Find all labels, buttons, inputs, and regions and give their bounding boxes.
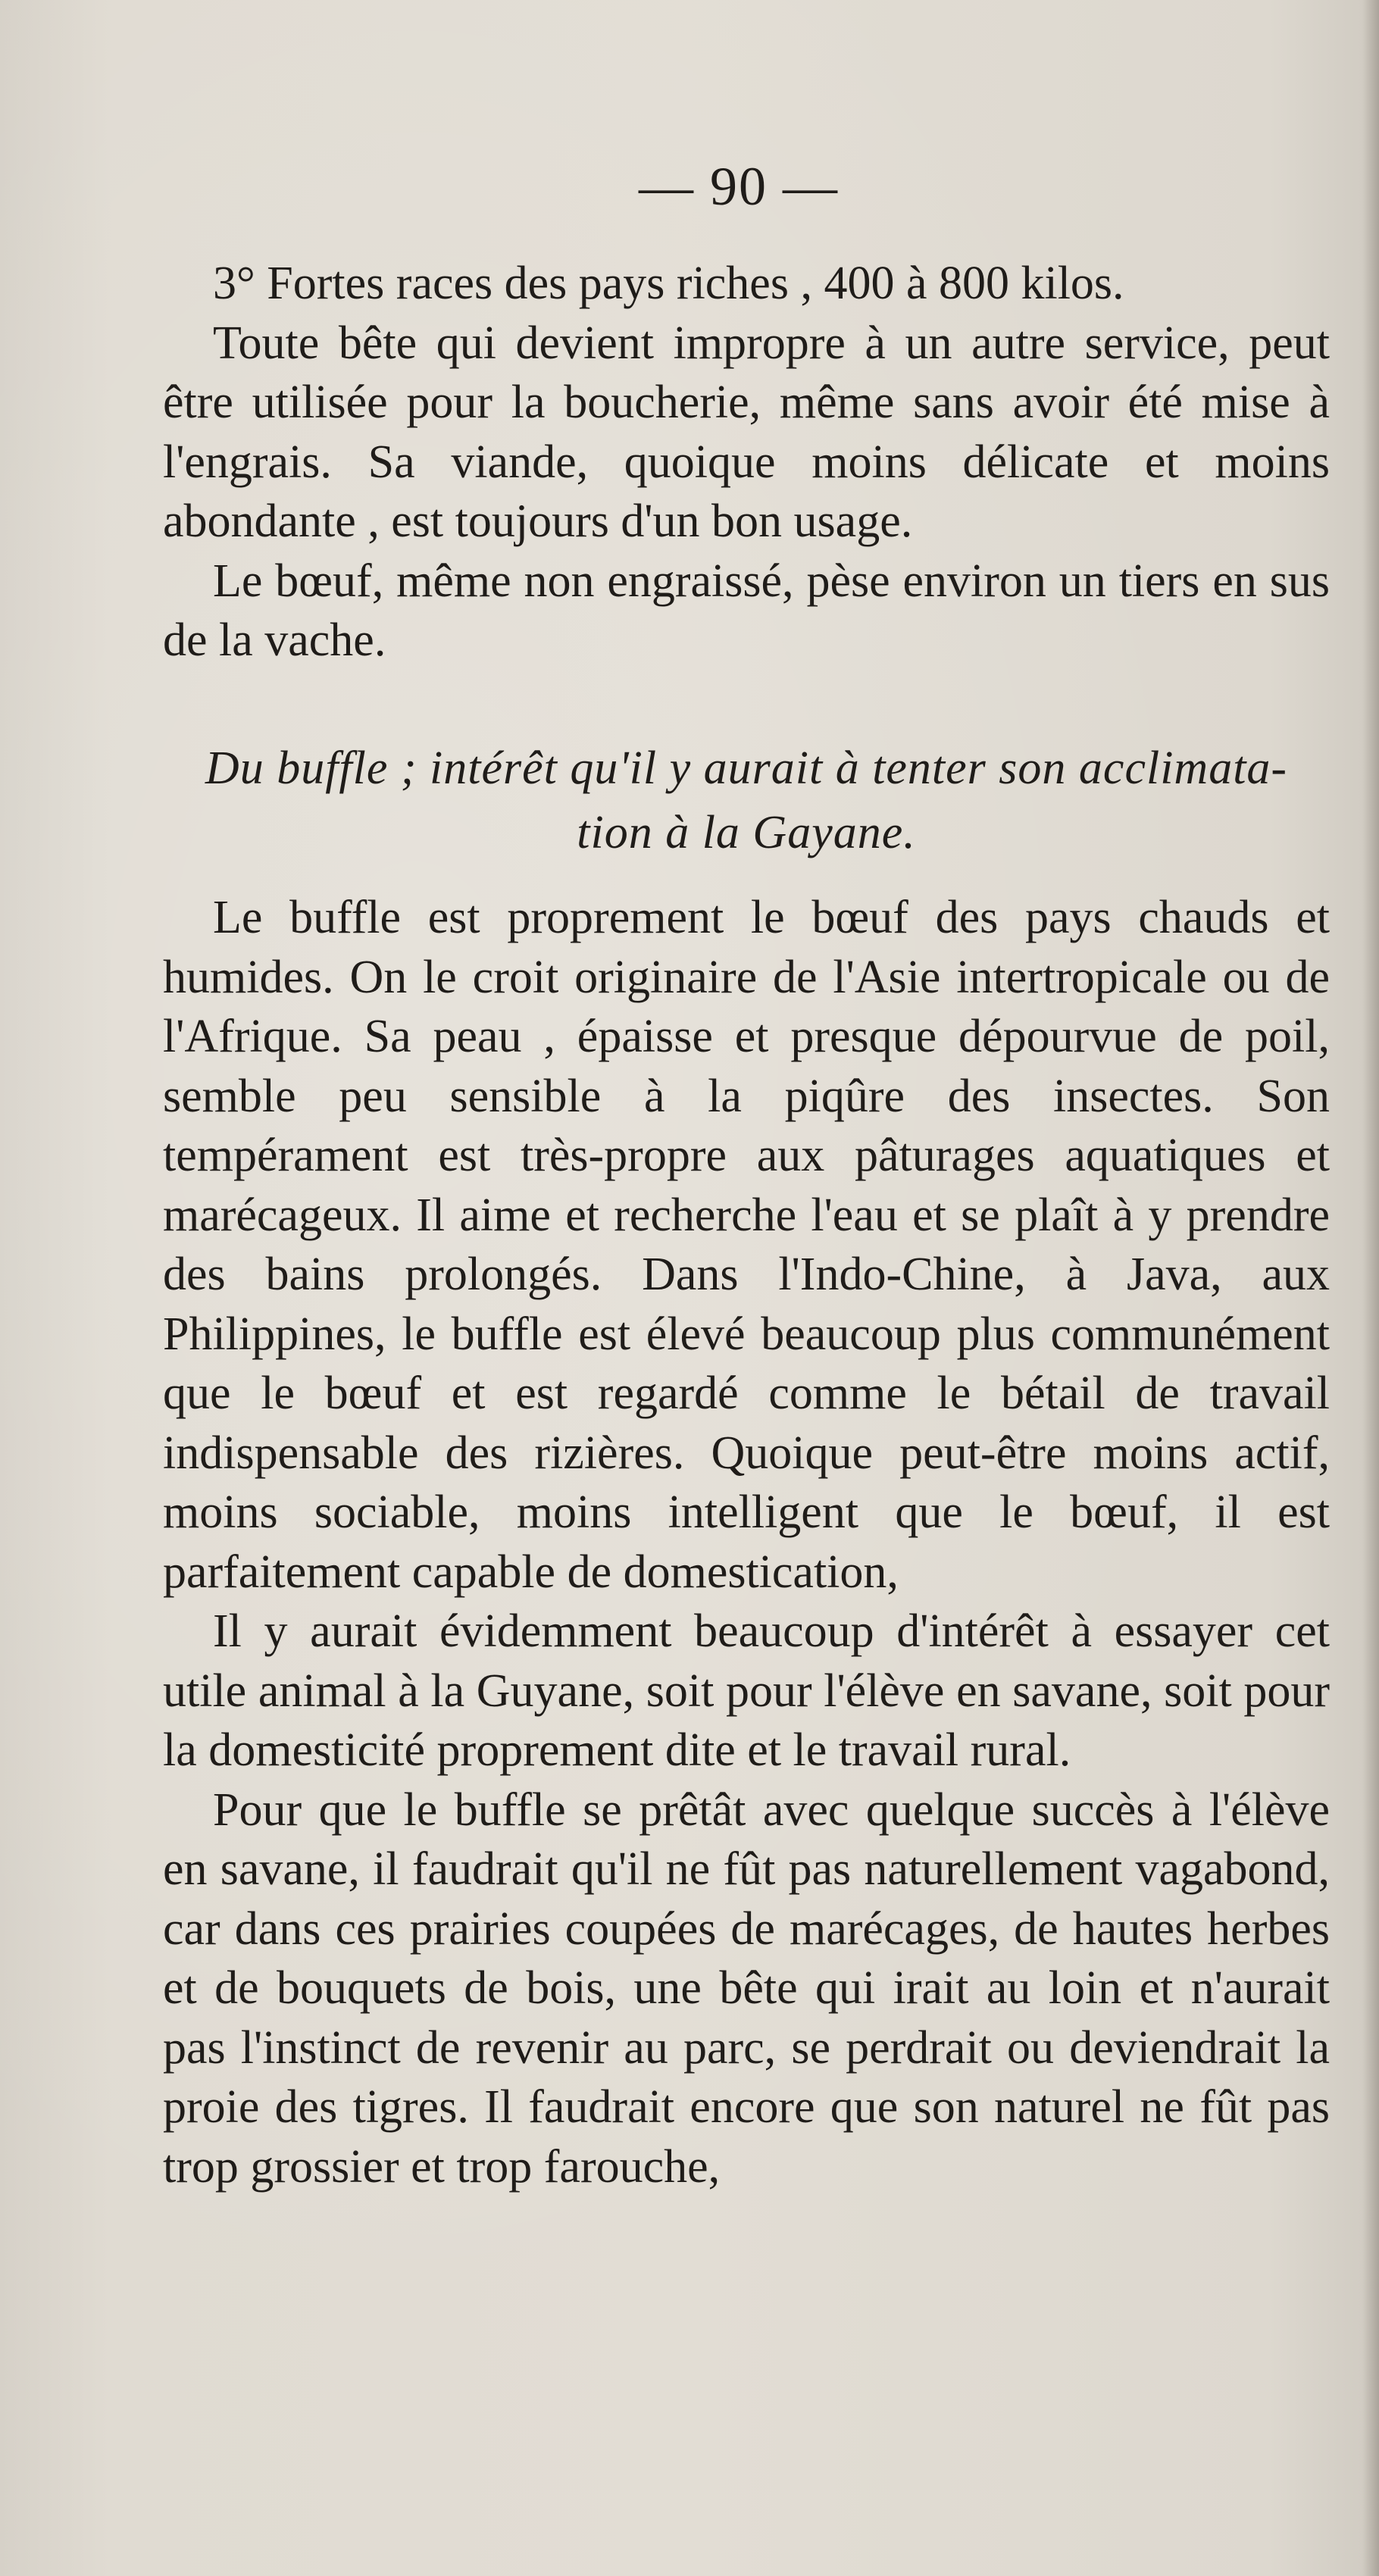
page-number: — 90 —	[639, 156, 839, 217]
text-block-top	[163, 254, 1330, 671]
page-edge-shadow	[1362, 0, 1379, 2576]
paragraph-ox-weight: Le bœuf, même non engraissé, pèse environ un tiers en sus de la vache.	[163, 555, 1330, 666]
paragraph-savane-breeding: Pour que le buffle se prêtât avec quelque succès à l'élève en savane, il faudrait qu'il ne fût pas naturellement vagabond, car dans ces prairies coupées de marécages, de hautes herbes et de bouquets de bois, une bête qui irait au loin et n'aurait pas l'instinct de revenir au parc, se perdrait ou deviendrait la proie des tigres. Il faudrait encore que son naturel ne fût pas trop grossier et trop farouche,	[163, 1784, 1330, 2193]
section-heading-line-2: tion à la Gayane.	[577, 807, 916, 858]
section-heading-line-1: Du buffle ; intérêt qu'il y aurait à tenter son acclimata-	[205, 742, 1288, 794]
paragraph-guyane-interest: Il y aurait évidemment beaucoup d'intérêt à essayer cet utile animal à la Guyane, soit pour l'élève en savane, soit pour la domesticité proprement dite et le travail rural.	[163, 1605, 1330, 1776]
paragraph-weights: 3° Fortes races des pays riches , 400 à 800 kilos.	[213, 258, 1124, 309]
text-block-bottom	[163, 888, 1330, 2196]
section-heading	[163, 736, 1330, 865]
paragraph-buffalo-description: Le buffle est proprement le bœuf des pays chauds et humides. On le croit originaire de l'Asie intertropicale ou de l'Afrique. Sa peau , épaisse et presque dépourvue de poil, semble peu sensible à la piqûre des insectes. Son tempérament est très-propre aux pâturages aquatiques et marécageux. Il aime et recherche l'eau et se plaît à y prendre des bains prolongés. Dans l'Indo-Chine, à Java, aux Philippines, le buffle est élevé beaucoup plus communément que le bœuf et est regardé comme le bétail de travail indispensable des rizières. Quoique peut-être moins actif, moins sociable, moins intelligent que le bœuf, il est parfaitement capable de domestication,	[163, 892, 1330, 1598]
paragraph-butchery: Toute bête qui devient impropre à un autre service, peut être utilisée pour la boucherie, même sans avoir été mise à l'engrais. Sa viande, quoique moins délicate et moins abondante , est toujours d'un bon usage.	[163, 317, 1330, 547]
